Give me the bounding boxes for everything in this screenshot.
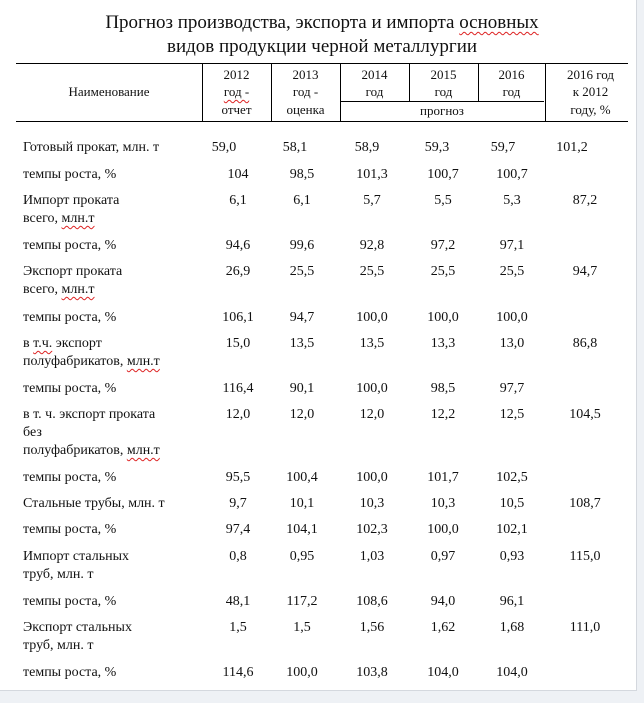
row-value: 1,62	[430, 620, 456, 635]
row-value: 6,1	[293, 193, 311, 208]
header-2015-year: 2015	[430, 67, 457, 82]
row-name-line: Импорт стальных	[23, 549, 130, 564]
row-name	[23, 619, 203, 655]
header-2015-type: год	[434, 84, 453, 99]
row-value: 12,2	[430, 407, 456, 422]
row-value: 98,5	[430, 381, 456, 396]
row-name-line: полуфабрикатов, млн.т	[23, 354, 160, 369]
row-value: 25,5	[289, 264, 315, 279]
row-value: 13,0	[499, 336, 525, 351]
header-2012-type: год -	[223, 84, 250, 99]
row-value: 13,5	[359, 336, 385, 351]
title-line-1-start: Прогноз производства, экспорта и импорта	[105, 12, 460, 33]
row-value: 0,8	[229, 549, 247, 564]
row-value: 12,0	[289, 407, 315, 422]
row-value: 12,5	[499, 407, 525, 422]
row-ratio-value: 111,0	[569, 620, 601, 635]
row-value: 100,7	[496, 167, 528, 182]
row-value: 5,3	[503, 193, 521, 208]
row-value: 1,5	[293, 620, 311, 635]
row-name-line: труб, млн. т	[23, 567, 94, 582]
row-value: 12,0	[359, 407, 385, 422]
row-name	[23, 664, 203, 682]
row-value: 5,7	[363, 193, 381, 208]
row-name-line: темпы роста, %	[23, 522, 117, 537]
row-value: 106,1	[222, 310, 254, 325]
row-name-line: Готовый прокат, млн. т	[23, 140, 160, 155]
row-ratio-value: 108,7	[569, 496, 601, 511]
row-value: 101,3	[356, 167, 388, 182]
title-line-1-end: основных	[459, 12, 539, 33]
header-2013-type: год -	[292, 84, 319, 99]
row-name-line: Экспорт проката	[23, 264, 123, 279]
header-2016-year: 2016	[498, 67, 525, 82]
header-2012-note: отчет	[221, 102, 252, 117]
row-value: 103,8	[356, 665, 388, 680]
row-name-line: темпы роста, %	[23, 665, 117, 680]
row-value: 10,1	[289, 496, 315, 511]
row-name	[23, 309, 203, 327]
row-value: 26,9	[225, 264, 251, 279]
document-title-line-2: видов продукции черной металлургии	[166, 36, 478, 57]
row-value: 48,1	[225, 594, 251, 609]
row-name-line: Экспорт стальных	[23, 620, 132, 635]
row-value: 100,0	[356, 310, 388, 325]
row-value: 96,1	[499, 594, 525, 609]
row-ratio-value: 101,2	[556, 140, 588, 155]
row-value: 100,0	[427, 310, 459, 325]
row-name	[23, 495, 203, 513]
row-name	[23, 192, 203, 228]
table-header-bottom-border	[16, 121, 628, 122]
row-value: 0,93	[499, 549, 525, 564]
row-name-line: темпы роста, %	[23, 310, 117, 325]
row-name	[23, 548, 203, 584]
row-value: 97,4	[225, 522, 251, 537]
table-top-border	[16, 63, 628, 64]
row-name	[23, 406, 203, 460]
row-value: 114,6	[222, 665, 254, 680]
row-value: 100,0	[496, 310, 528, 325]
row-value: 10,3	[359, 496, 385, 511]
row-value: 101,7	[427, 470, 459, 485]
row-value: 58,1	[282, 140, 308, 155]
header-2013-year: 2013	[292, 67, 319, 82]
row-value: 25,5	[359, 264, 385, 279]
row-value: 6,1	[229, 193, 247, 208]
row-value: 0,95	[289, 549, 315, 564]
header-2016-type: год	[502, 84, 521, 99]
row-value: 97,2	[430, 238, 456, 253]
row-name-line: в т.ч. экспорт	[23, 336, 102, 351]
row-value: 13,3	[430, 336, 456, 351]
row-value: 1,56	[359, 620, 385, 635]
row-value: 9,7	[229, 496, 247, 511]
row-value: 1,03	[359, 549, 385, 564]
row-value: 5,5	[434, 193, 452, 208]
row-value: 97,7	[499, 381, 525, 396]
header-2014-year: 2014	[361, 67, 388, 82]
row-name-line: без	[23, 425, 42, 440]
row-value: 13,5	[289, 336, 315, 351]
row-name	[23, 521, 203, 539]
row-value: 58,9	[354, 140, 380, 155]
row-name-line: Стальные трубы, млн. т	[23, 496, 165, 511]
row-value: 117,2	[286, 594, 318, 609]
row-name-line: всего, млн.т	[23, 211, 95, 226]
row-name-line: всего, млн.т	[23, 282, 95, 297]
row-ratio-value: 115,0	[569, 549, 601, 564]
header-2012-year: 2012	[223, 67, 250, 82]
header-2013-note: оценка	[286, 102, 325, 117]
row-name	[23, 380, 203, 398]
row-value: 59,7	[490, 140, 516, 155]
row-value: 100,0	[427, 522, 459, 537]
row-name-line: темпы роста, %	[23, 167, 117, 182]
row-name	[23, 593, 203, 611]
row-name-line: темпы роста, %	[23, 594, 117, 609]
row-value: 100,4	[286, 470, 318, 485]
row-value: 1,68	[499, 620, 525, 635]
row-value: 100,0	[286, 665, 318, 680]
row-name	[23, 335, 203, 371]
row-value: 97,1	[499, 238, 525, 253]
row-name	[23, 469, 203, 487]
row-name	[23, 237, 203, 255]
row-value: 100,0	[356, 470, 388, 485]
header-ratio-line-1: 2016 год	[567, 67, 614, 82]
row-value: 12,0	[225, 407, 251, 422]
row-value: 102,1	[496, 522, 528, 537]
row-value: 104,1	[286, 522, 318, 537]
row-value: 0,97	[430, 549, 456, 564]
row-value: 104	[227, 167, 249, 182]
row-value: 116,4	[222, 381, 254, 396]
row-name	[23, 139, 203, 157]
header-2014-type: год	[365, 84, 384, 99]
row-name-line: темпы роста, %	[23, 381, 117, 396]
row-value: 99,6	[289, 238, 315, 253]
row-value: 92,8	[359, 238, 385, 253]
row-value: 95,5	[225, 470, 251, 485]
row-value: 59,3	[424, 140, 450, 155]
row-value: 104,0	[427, 665, 459, 680]
row-name-line: темпы роста, %	[23, 470, 117, 485]
row-value: 100,7	[427, 167, 459, 182]
row-ratio-value: 104,5	[569, 407, 601, 422]
header-ratio-line-2: к 2012	[572, 84, 609, 99]
row-value: 94,6	[225, 238, 251, 253]
row-value: 10,3	[430, 496, 456, 511]
row-value: 108,6	[356, 594, 388, 609]
row-name-line: полуфабрикатов, млн.т	[23, 443, 160, 458]
row-name	[23, 166, 203, 184]
row-value: 25,5	[499, 264, 525, 279]
row-name-line: в т. ч. экспорт проката	[23, 407, 156, 422]
header-name: Наименование	[68, 84, 150, 99]
row-value: 59,0	[211, 140, 237, 155]
row-value: 94,7	[289, 310, 315, 325]
document-title-line-1	[0, 12, 644, 34]
header-forecast: прогноз	[420, 103, 464, 118]
row-name	[23, 263, 203, 299]
row-ratio-value: 86,8	[572, 336, 598, 351]
year-subheader-border	[340, 101, 544, 102]
row-ratio-value: 94,7	[572, 264, 598, 279]
row-value: 104,0	[496, 665, 528, 680]
row-value: 25,5	[430, 264, 456, 279]
row-value: 1,5	[229, 620, 247, 635]
row-value: 94,0	[430, 594, 456, 609]
row-value: 102,5	[496, 470, 528, 485]
row-name-line: Импорт проката	[23, 193, 120, 208]
header-ratio-line-3: году, %	[570, 102, 611, 117]
row-value: 98,5	[289, 167, 315, 182]
row-value: 10,5	[499, 496, 525, 511]
row-value: 102,3	[356, 522, 388, 537]
row-value: 100,0	[356, 381, 388, 396]
row-name-line: темпы роста, %	[23, 238, 117, 253]
row-name-line: труб, млн. т	[23, 638, 94, 653]
row-value: 90,1	[289, 381, 315, 396]
row-ratio-value: 87,2	[572, 193, 598, 208]
row-value: 15,0	[225, 336, 251, 351]
